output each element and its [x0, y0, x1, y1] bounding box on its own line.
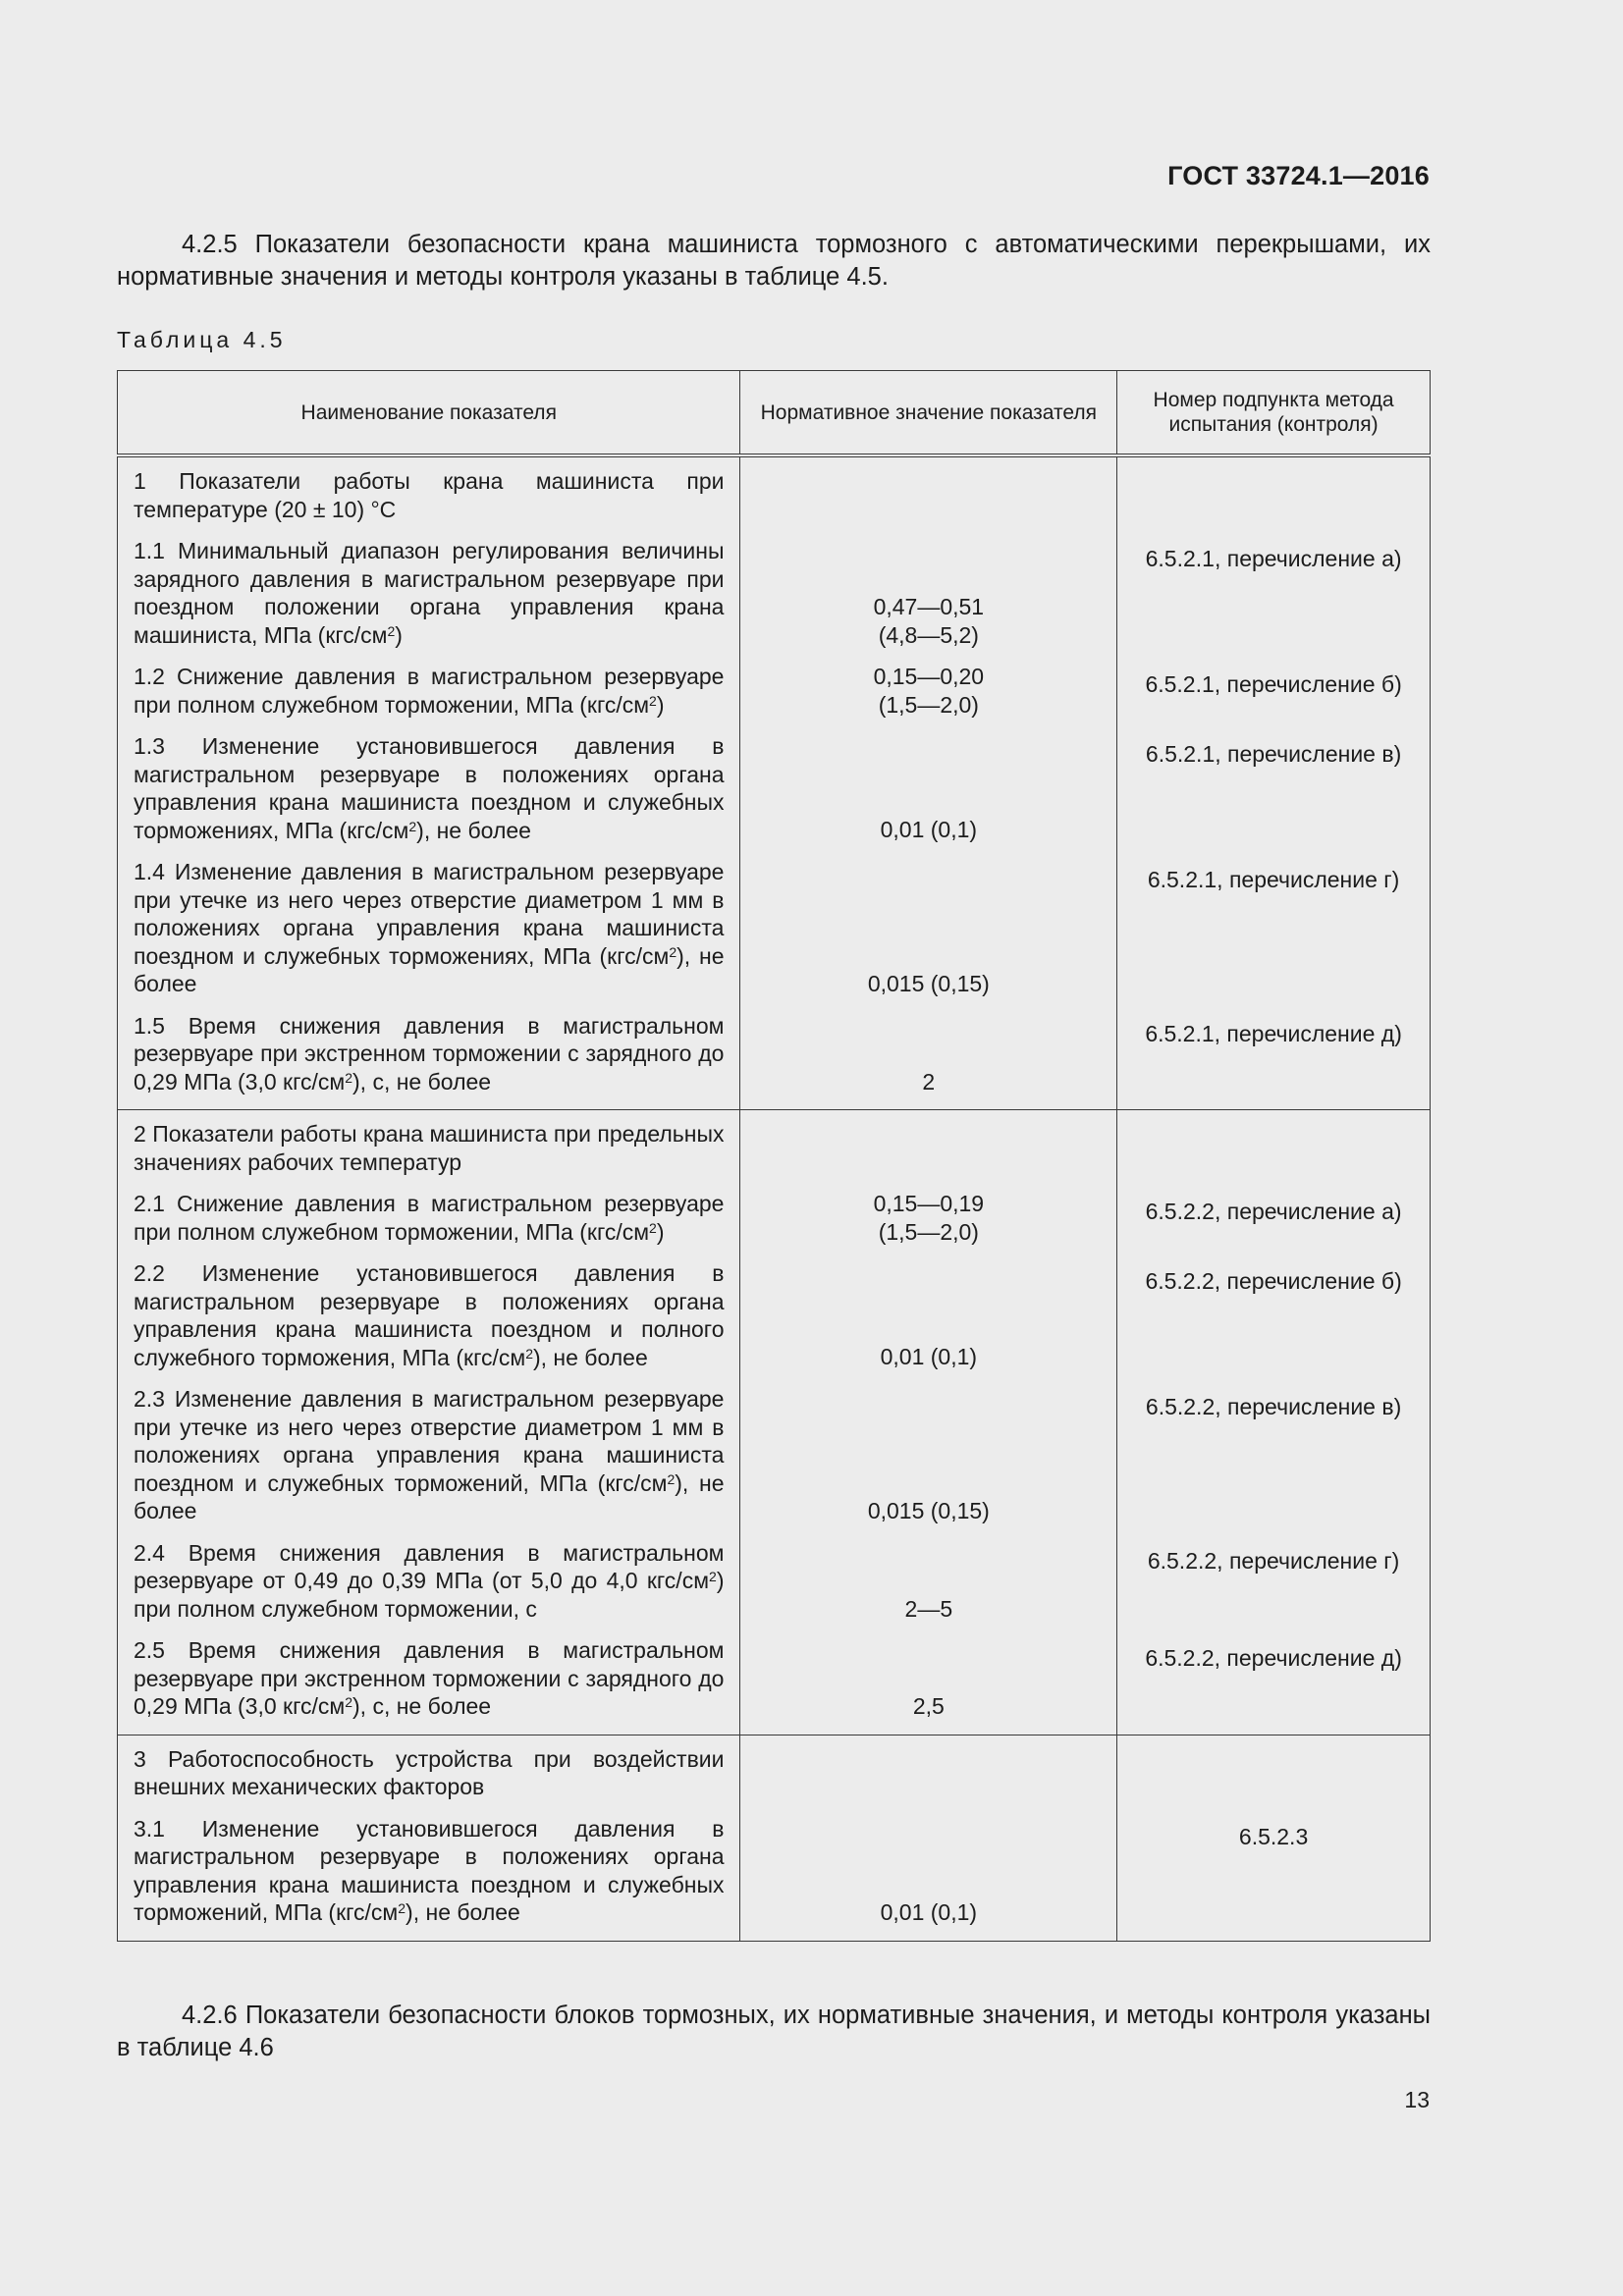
- row-name: 1.2 Снижение давления в магистральном резервуаре при полном служебном торможении, МПа $(кгс/см^2)$: [134, 664, 725, 718]
- row-value: 0,47—0,51 (4,8—5,2): [873, 594, 985, 648]
- header-value: Нормативное значение показателя: [740, 371, 1117, 456]
- row-name: 2.5 Время снижения давления в магистральном резервуаре при экстренном торможении с зарядного до 0,29 МПа (3,0 кгс/$см^2$), с, не более: [134, 1637, 725, 1719]
- row-value: 0,01 (0,1): [880, 817, 978, 842]
- row-name: 1.3 Изменение установившегося давления в магистральном резервуаре в положениях органа управления крана машиниста поездном и служебных торможениях, МПа $(кгс/см^2)$, не более: [134, 733, 725, 843]
- row-method: 6.5.2.2, перечисление в): [1145, 1394, 1402, 1419]
- row-name: 2.1 Снижение давления в магистральном резервуаре при полном служебном торможении, МПа $(кгс/см^2)$: [134, 1191, 725, 1245]
- table-row: [118, 1539, 1431, 1637]
- outro-text: 4.2.6 Показатели безопасности блоков тормозных, их нормативные значения, и методы контроля указаны в таблице 4.6: [117, 2002, 1431, 2061]
- row-name: 1.4 Изменение давления в магистральном резервуаре при утечке из него через отверстие диаметром 1 мм в положениях органа управления крана машиниста поездном и служебных торможениях, МПа $(кгс/см^2)$, не более: [134, 859, 725, 996]
- table-row: [118, 663, 1431, 732]
- row-value: 0,01 (0,1): [880, 1344, 978, 1369]
- row-name: 2.2 Изменение установившегося давления в магистральном резервуаре в положениях органа управления крана машиниста поездном и полного служебного торможения, МПа $(кгс/см^2)$, не более: [134, 1260, 725, 1370]
- table-row: [118, 1012, 1431, 1110]
- row-value: 0,015 (0,15): [867, 971, 990, 996]
- outro-paragraph: [117, 2000, 1431, 2064]
- group-title: 2 Показатели работы крана машиниста при предельных значениях рабочих температур: [134, 1121, 725, 1175]
- row-method: 6.5.2.3: [1238, 1823, 1309, 1849]
- table-row: [118, 1385, 1431, 1539]
- row-name: 2.3 Изменение давления в магистральном резервуаре при утечке из него через отверстие диаметром 1 мм в положениях органа управления крана машиниста поездном и служебных торможений, МПа $(кгс/см^2)$, не более: [134, 1386, 725, 1523]
- row-method: 6.5.2.2, перечисление г): [1147, 1547, 1400, 1574]
- intro-text: 4.2.5 Показатели безопасности крана машиниста тормозного с автоматическими перекрышами, их нормативные значения и методы контроля указаны в таблице 4.5.: [117, 231, 1431, 291]
- row-value: 0,15—0,20 (1,5—2,0): [873, 664, 985, 718]
- row-value: 2—5: [904, 1595, 953, 1622]
- table-row: [118, 732, 1431, 858]
- header-name: Наименование показателя: [118, 371, 740, 456]
- row-value: 0,01 (0,1): [880, 1898, 978, 1925]
- table-row: [118, 1636, 1431, 1735]
- group-title: 1 Показатели работы крана машиниста при температуре (20 ± 10) °С: [134, 468, 725, 522]
- table-row: [118, 1190, 1431, 1259]
- row-method: 6.5.2.1, перечисление в): [1145, 741, 1402, 767]
- group-row: [118, 1735, 1431, 1815]
- row-value: 2: [922, 1068, 936, 1095]
- row-name: 3.1 Изменение установившегося давления в магистральном резервуаре в положениях органа управления крана машиниста поездном и служебных торможений, МПа $(кгс/см^2)$, не более: [134, 1815, 725, 1925]
- row-method: 6.5.2.1, перечисление а): [1145, 546, 1402, 571]
- row-name: 1.5 Время снижения давления в магистральном резервуаре при экстренном торможении с зарядного до 0,29 МПа (3,0 кгс/$см^2$), с, не более: [134, 1012, 725, 1095]
- row-value: 0,15—0,19 (1,5—2,0): [873, 1191, 985, 1245]
- group-row: [118, 1110, 1431, 1191]
- row-method: 6.5.2.1, перечисление г): [1147, 867, 1400, 892]
- row-method: 6.5.2.2, перечисление а): [1145, 1199, 1402, 1224]
- table-row: [118, 858, 1431, 1012]
- table-header-row: [118, 371, 1431, 456]
- header-method: Номер подпункта метода испытания (контроля): [1117, 371, 1431, 456]
- row-method: 6.5.2.2, перечисление б): [1145, 1268, 1402, 1294]
- table-row: [118, 537, 1431, 663]
- page-number: 13: [1404, 2087, 1430, 2112]
- table-row: [118, 1815, 1431, 1942]
- group-row: [118, 455, 1431, 537]
- row-value: 0,015 (0,15): [867, 1498, 990, 1523]
- group-title: 3 Работоспособность устройства при воздействии внешних механических факторов: [134, 1745, 725, 1799]
- row-value: 2,5: [912, 1693, 945, 1719]
- table-row: [118, 1259, 1431, 1385]
- indicators-table: [117, 370, 1431, 1942]
- row-name: 1.1 Минимальный диапазон регулирования величины зарядного давления в магистральном резервуаре при поездном положении органа управления крана машиниста, МПа $(кгс/см^2)$: [134, 538, 725, 648]
- row-method: 6.5.2.1, перечисление б): [1145, 671, 1402, 697]
- table-caption: Таблица 4.5: [117, 327, 287, 352]
- row-method: 6.5.2.1, перечисление д): [1145, 1020, 1402, 1046]
- row-method: 6.5.2.2, перечисление д): [1145, 1645, 1402, 1671]
- row-name: 2.4 Время снижения давления в магистральном резервуаре от 0,49 до 0,39 МПа (от 5,0 до 4,0 кгс/$см^2$) при полном служебном торможении, с: [134, 1539, 725, 1622]
- intro-paragraph: [117, 229, 1431, 294]
- document-code: ГОСТ 33724.1—2016: [1167, 161, 1430, 190]
